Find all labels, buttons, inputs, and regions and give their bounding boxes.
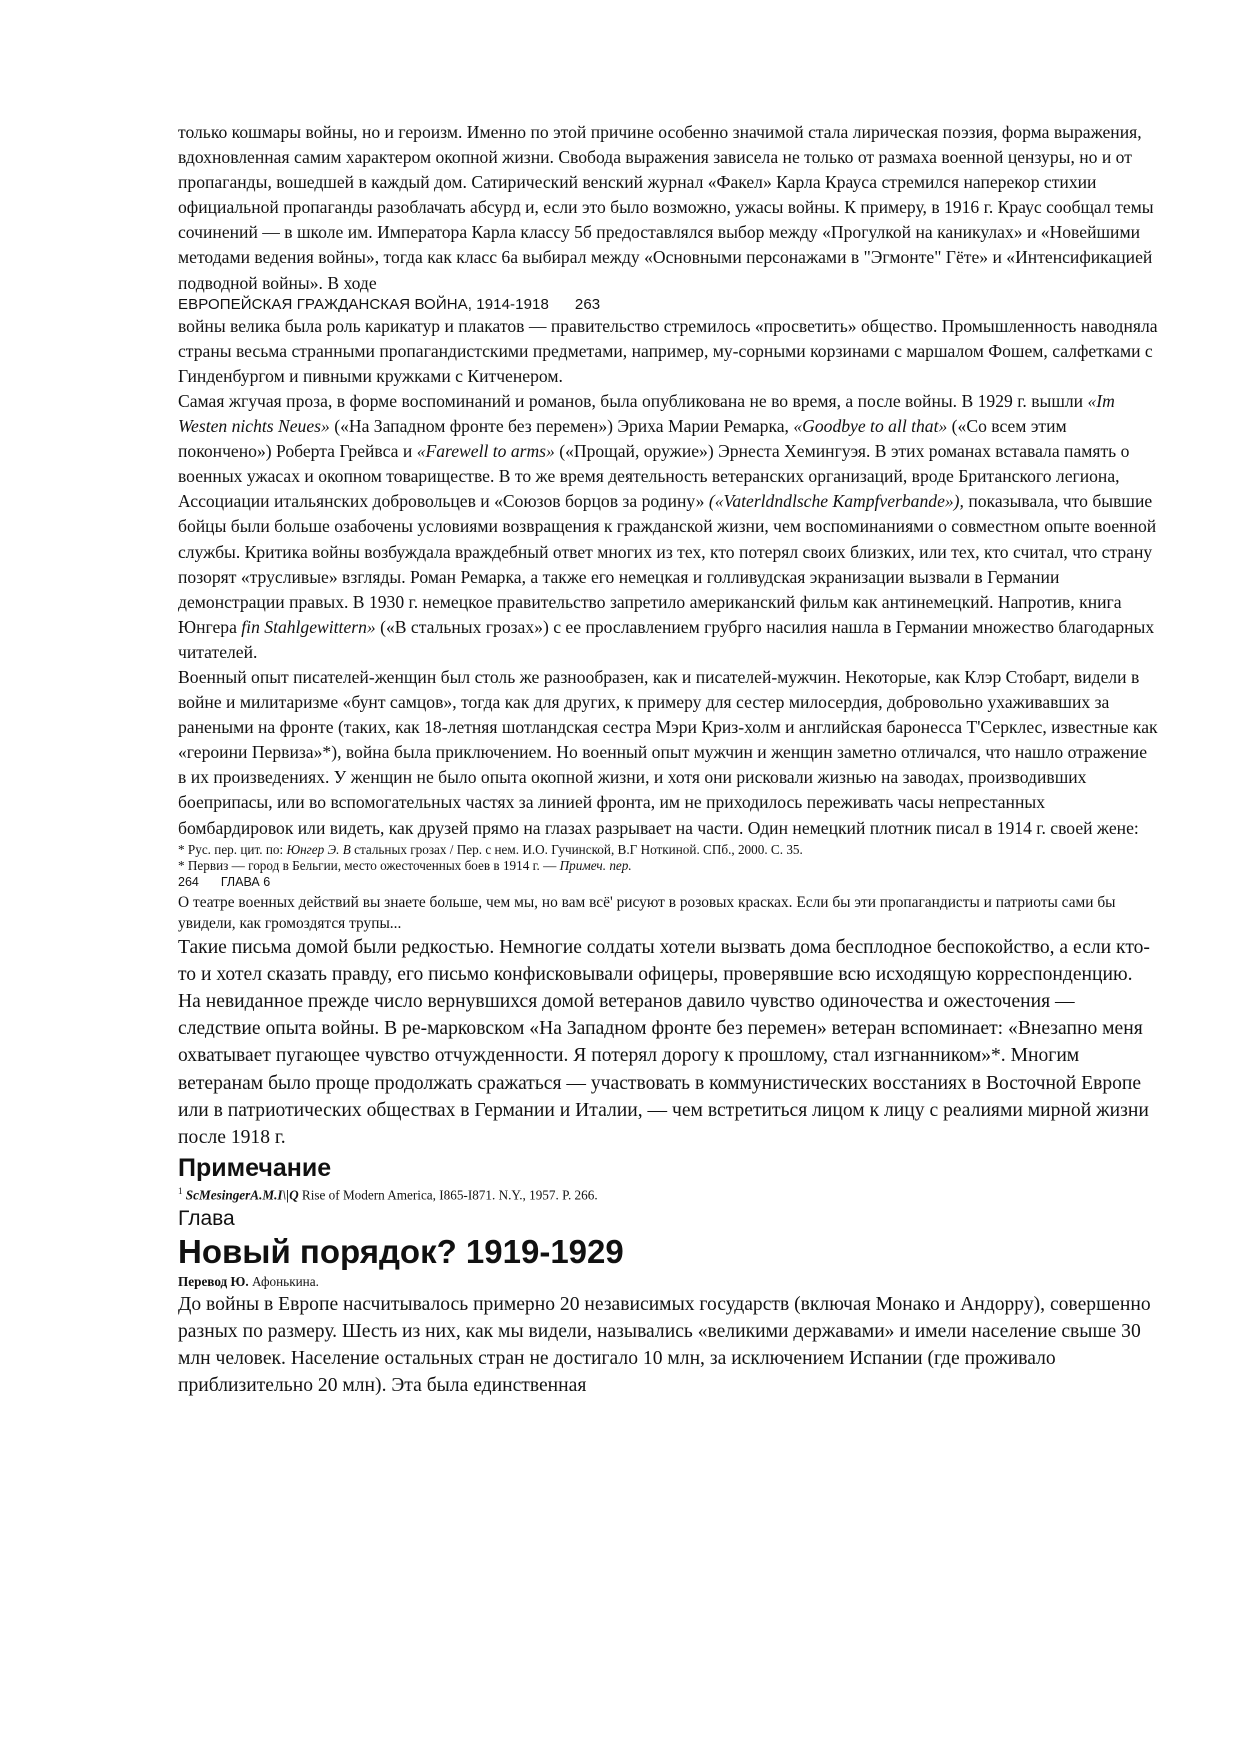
book-title-hemingway: «Farewell to arms» — [416, 441, 555, 462]
footnote-translator-note: Примеч. пер. — [559, 858, 632, 874]
text-segment: («На Западном фронте без перемен») Эриха Марии Ремарка, — [329, 416, 794, 437]
quoted-letter: О театре военных действий вы знаете больше, чем мы, но вам всё' рисуют в розовых красках. Если бы эти пропагандисты и патриоты сами бы увидели, как громоздятся трупы... — [178, 893, 1116, 932]
text-segment: («В стальных грозах») с ее прославлением грубрго насилия нашла в Германии множество благодарных читателей. — [178, 616, 1155, 662]
paragraph-propaganda: только кошмары войны, но и героизм. Именно по этой причине особенно значимой стала лирическая поэзия, форма выражения, вдохновленная самим характером окопной жизни. Свобода выражения зависела не только от размаха военной цензуры, но и от пропаганды, вошедшей в каждый дом. Сатирический венский журнал «Факел» Карла Крауса стремился наперекор стихии официальной пропаганды разоблачать абсурд и, если это было возможно, ужасы войны. К примеру, в 1916 г. Краус сообщал темы сочинений — в школе им. Императора Карла классу 5б предоставлялся выбор между «Прогулкой на каникулах» и «Новейшими методами ведения войны», тогда как класс 6а выбирал между «Основными персонажами в "Эгмонте" Гёте» и «Интенсификацией подводной войны». В ходе — [178, 122, 1154, 293]
translator-credit — [178, 1273, 1158, 1291]
footnote-junger: * Рус. пер. цит. по: Юнгер Э. В стальных грозах / Пер. с нем. И.О. Гучинской, В.Г Ноткиной. СПб., 2000. С. 35. — [178, 841, 803, 857]
organization-name-german: («Vaterldndlsche Kampfverbande»), — [708, 491, 964, 512]
running-header-title: ЕВРОПЕЙСКАЯ ГРАЖДАНСКАЯ ВОЙНА, 1914-1918 — [178, 295, 549, 313]
footnote-author: Юнгер Э. В — [286, 841, 351, 857]
translator-label: Перевод Ю. — [178, 1273, 249, 1289]
note-heading: Примечание — [178, 1154, 332, 1183]
book-title-junger: fin Stahlgewittern» — [241, 616, 376, 637]
chapter-name: ГЛАВА 6 — [220, 874, 271, 889]
footnote-perviz: * Первиз — город в Бельгии, место ожесточенных боев в 1914 г. — Примеч. пер. — [178, 858, 632, 874]
page-number: 264 — [178, 874, 199, 889]
document-page — [178, 120, 1158, 1399]
note-marker: 1 — [178, 1186, 183, 1197]
note-author: ScMesingerA.M.I\|Q — [185, 1187, 299, 1203]
book-title-remarque: «Im Westen nichts Neues» — [178, 390, 1115, 437]
paragraph-caricatures: войны велика была роль карикатур и плакатов — правительство стремилось «просветить» общество. Промышленность наводняла страны весьма странными пропагандистскими предметами, например, му-сорными корзинами с маршалом Фошем, салфетками с Гинденбургом и пивными кружками с Китченером. — [178, 315, 1158, 386]
note-entry — [178, 1183, 1158, 1203]
text-segment: («Прощай, оружие») Эрнеста Хемингуэя. В этих романах вставала память о военных ужасах и окопном товариществе. В то же время деятельность ветеранских организаций, вроде Британского легиона, Ассоциации итальянских добровольцев и «Союзов борцов за родину» — [178, 441, 1130, 512]
chapter-title: Новый порядок? 1919-1929 — [178, 1232, 624, 1270]
text-segment: Самая жгучая проза, в форме воспоминаний и романов, была опубликована не во время, а после войны. В 1929 г. вышли — [178, 390, 1088, 411]
book-title-graves: «Goodbye to all that» — [793, 416, 948, 437]
paragraph-veterans: На невиданное прежде число вернувшихся домой ветеранов давило чувство одиночества и ожесточения — следствие опыта войны. В ре-марковском «На Западном фронте без перемен» ветеран вспоминает: «Внезапно меня охватывает пугающее чувство отчужденности. Я потерял дорогу к прошлому, стал изгнанником»*. Многим ветеранам было проще продолжать сражаться — участвовать в коммунистических восстаниях в Восточной Европе или в патриотических обществах в Германии и Италии, — чем встретиться лицом к лицу с реалиями мирной жизни после 1918 г. — [178, 991, 1149, 1149]
paragraph-women-writers: Военный опыт писателей-женщин был столь же разнообразен, как и писателей-мужчин. Некоторые, как Клэр Стобарт, видели в войне и милитаризме «бунт самцов», тогда как для других, к примеру для сестер милосердия, добровольно ухаживавших за ранеными на фронте (таких, как 18-летняя шотландская сестра Мэри Криз-холм и английская баронесса Т'Серклес, известные как «героини Первиза»*), война была приключением. Но военный опыт мужчин и женщин заметно отличался, что нашло отражение в их произведениях. У женщин не было опыта окопной жизни, и хотя они рисковали жизнью на заводах, производивших боеприпасы, или во вспомогательных частях за линией фронта, им не приходилось переживать часы непрестанных бомбардировок или видеть, как друзей прямо на глазах разрывает на части. Один немецкий плотник писал в 1914 г. своей жене: — [178, 666, 1158, 838]
chapter-label: Глава — [178, 1206, 235, 1230]
translator-name: Афонькина. — [248, 1273, 319, 1289]
running-header-chapter — [178, 875, 1158, 890]
running-header — [178, 296, 1158, 314]
page-number: 263 — [574, 295, 601, 313]
text-segment: показывала, что бывшие бойцы были больше озабочены условиями возвращения к гражданской жизни, чем воспоминаниями о совместном опыте военной службы. Критика войны возбуждала враждебный ответ многих из тех, кто потерял своих близких, или тех, кто считал, что страну позорят «трусливые» взгляды. Роман Ремарка, а также его немецкая и голливудская экранизации вызвали в Германии демонстрации правых. В 1930 г. немецкое правительство запретило американский фильм как антинемецкий. Напротив, книга Юнгера — [178, 491, 1157, 637]
text-segment: («Со всем этим покончено») Роберта Грейвса и — [178, 416, 1067, 462]
paragraph-prose — [178, 389, 1158, 665]
note-text: Rise of Modern America, I865-I871. N.Y., 1957. P. 266. — [298, 1187, 598, 1203]
paragraph-chapter-intro: До войны в Европе насчитывалось примерно 20 независимых государств (включая Монако и Андорру), совершенно разных по размеру. Шесть из них, как мы видели, назывались «великими державами» и имели население свыше 30 млн человек. Население остальных стран не достигало 10 млн, за исключением Испании (где проживало приблизительно 20 млн). Эта была единственная — [178, 1293, 1151, 1396]
paragraph-letters-home: Такие письма домой были редкостью. Немногие солдаты хотели вызвать дома бесплодное беспокойство, а если кто-то и хотел сказать правду, его письмо конфисковывали офицеры, проверявшие всю исходящую корреспонденцию. — [178, 936, 1150, 985]
